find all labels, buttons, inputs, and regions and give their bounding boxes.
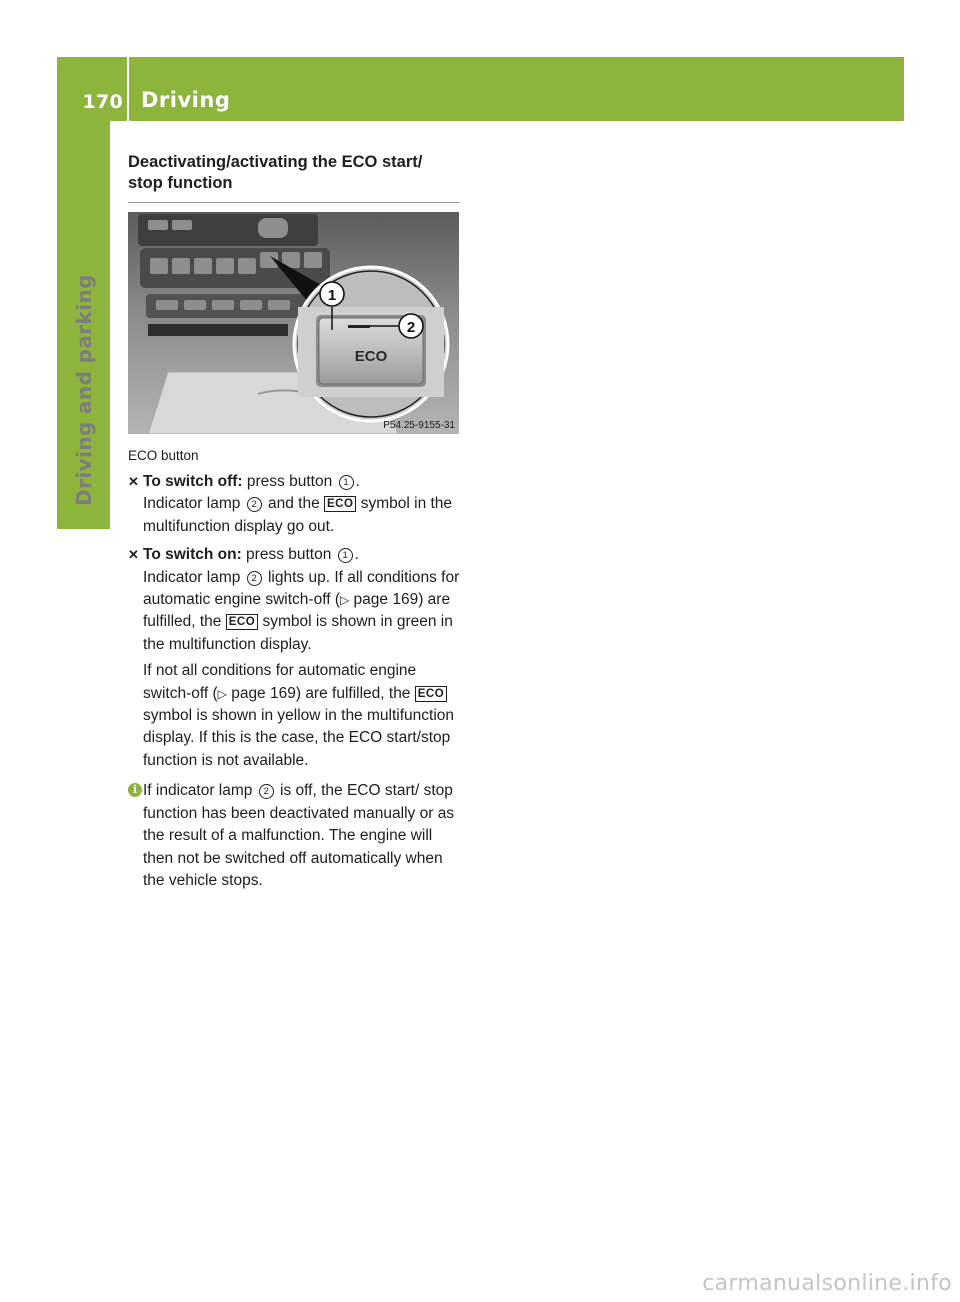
chapter-title: Driving xyxy=(141,88,231,112)
eco-symbol: ECO xyxy=(324,496,356,512)
callout-ref-1: 1 xyxy=(338,548,353,563)
step-text: Indicator lamp xyxy=(143,568,245,586)
header-divider xyxy=(127,57,129,121)
page-ref-link[interactable]: page 169) are fulfilled, the xyxy=(143,591,451,631)
eco-symbol: ECO xyxy=(226,614,258,630)
side-tab-label: Driving and parking xyxy=(72,274,96,506)
console-illustration xyxy=(128,212,459,434)
step-text: lights up. If all conditions for automatic engine switch-off ( xyxy=(143,568,460,609)
step-lead: To switch off: xyxy=(143,473,243,490)
step-text: press button xyxy=(242,473,337,490)
watermark: carmanualsonline.info xyxy=(702,1271,952,1296)
info-note xyxy=(128,780,460,892)
info-text: is off, the ECO start/ stop function has been deactivated manually or as the result of a malfunction. The engine will then not be switched off automatically when the vehicle stops. xyxy=(143,782,455,889)
info-text: If indicator lamp xyxy=(143,782,257,800)
step-switch-off xyxy=(128,471,460,538)
page-number: 170 xyxy=(82,91,123,113)
step-lead: To switch on: xyxy=(143,546,242,564)
step-text: press button xyxy=(241,546,336,564)
step-text: Indicator lamp xyxy=(143,495,245,513)
image-code: P54.25-9155-31 xyxy=(383,420,455,431)
callout-2-label: 2 xyxy=(406,319,416,336)
eco-symbol: ECO xyxy=(415,686,447,702)
callout-ref-1: 1 xyxy=(339,475,354,490)
step-text: and the xyxy=(263,495,324,513)
page-ref-arrow-icon: ▷ xyxy=(217,686,227,701)
step-switch-on xyxy=(128,544,460,772)
callout-1-label: 1 xyxy=(327,287,337,304)
figure-caption: ECO button xyxy=(128,448,199,463)
main-content xyxy=(128,152,460,892)
callout-ref-2: 2 xyxy=(259,784,274,799)
step-arrow-icon: ✕ xyxy=(128,547,139,563)
step-arrow-icon: ✕ xyxy=(128,474,139,489)
step-text: symbol is shown in green in the multifunction display. xyxy=(143,613,453,653)
step-text: . xyxy=(355,473,360,490)
step-text: If not all conditions for automatic engine switch-off ( xyxy=(143,662,417,702)
page-ref-arrow-icon: ▷ xyxy=(340,593,350,608)
page-ref-link[interactable]: page 169) are fulfilled, the xyxy=(226,684,415,702)
callout-ref-2: 2 xyxy=(247,497,262,512)
callout-ref-2: 2 xyxy=(247,571,262,586)
step-text: symbol is shown in yellow in the multifunction display. If this is the case, the ECO start/stop function is not available. xyxy=(143,707,454,769)
eco-button-figure xyxy=(128,212,459,434)
step-text: symbol in the multifunction display go out. xyxy=(143,495,453,535)
eco-button-label: ECO xyxy=(354,348,388,365)
step-text: . xyxy=(354,546,359,564)
info-icon: i xyxy=(128,783,142,797)
step-paragraph xyxy=(143,660,460,772)
section-title: Deactivating/activating the ECO start/ stop function xyxy=(128,152,460,203)
